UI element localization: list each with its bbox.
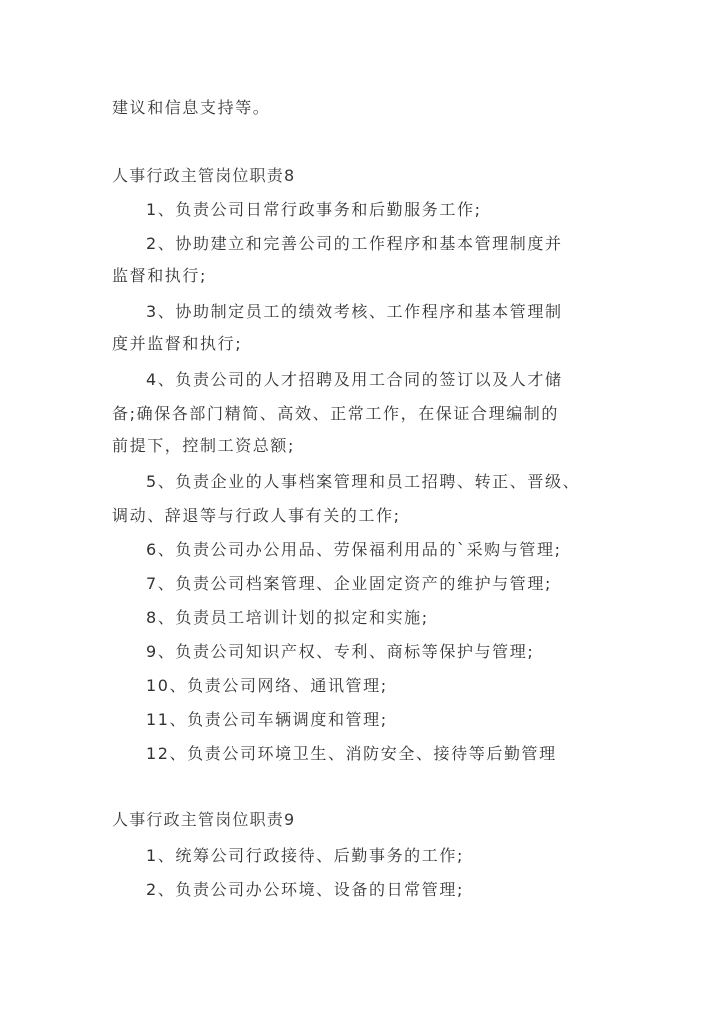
section-8-item-12: 12、负责公司环境卫生、消防安全、接待等后勤管理 [146, 744, 557, 763]
section-8-item-11: 11、负责公司车辆调度和管理; [146, 710, 388, 729]
section-9-item-1: 1、统筹公司行政接待、后勤事务的工作; [146, 846, 464, 865]
section-8-item-2-cont: 监督和执行; [112, 266, 207, 285]
section-8-item-5: 5、负责企业的人事档案管理和员工招聘、转正、晋级、 [146, 472, 581, 491]
section-8-item-3-cont: 度并监督和执行; [112, 334, 243, 353]
section-8-item-1: 1、负责公司日常行政事务和后勤服务工作; [146, 200, 482, 219]
section-8-item-5-cont: 调动、辞退等与行政人事有关的工作; [112, 506, 401, 525]
section-8-item-7: 7、负责公司档案管理、企业固定资产的维护与管理; [146, 574, 552, 593]
section-8-item-4-cont-2: 前提下，控制工资总额; [112, 436, 295, 455]
section-8-item-2: 2、协助建立和完善公司的工作程序和基本管理制度并 [146, 234, 563, 253]
section-8-heading: 人事行政主管岗位职责8 [112, 166, 296, 185]
section-8-item-9: 9、负责公司知识产权、专利、商标等保护与管理; [146, 642, 535, 661]
intro-tail-text: 建议和信息支持等。 [112, 98, 271, 117]
section-9-item-2: 2、负责公司办公环境、设备的日常管理; [146, 880, 464, 899]
section-8-item-8: 8、负责员工培训计划的拟定和实施; [146, 608, 429, 627]
section-8-item-6: 6、负责公司办公用品、劳保福利用品的`采购与管理; [146, 540, 562, 559]
section-9-heading: 人事行政主管岗位职责9 [112, 810, 296, 829]
section-8-item-4: 4、负责公司的人才招聘及用工合同的签订以及人才储 [146, 370, 563, 389]
section-8-item-10: 10、负责公司网络、通讯管理; [146, 676, 388, 695]
section-8-item-4-cont-1: 备;确保各部门精简、高效、正常工作，在保证合理编制的 [112, 404, 559, 423]
section-8-item-3: 3、协助制定员工的绩效考核、工作程序和基本管理制 [146, 302, 563, 321]
